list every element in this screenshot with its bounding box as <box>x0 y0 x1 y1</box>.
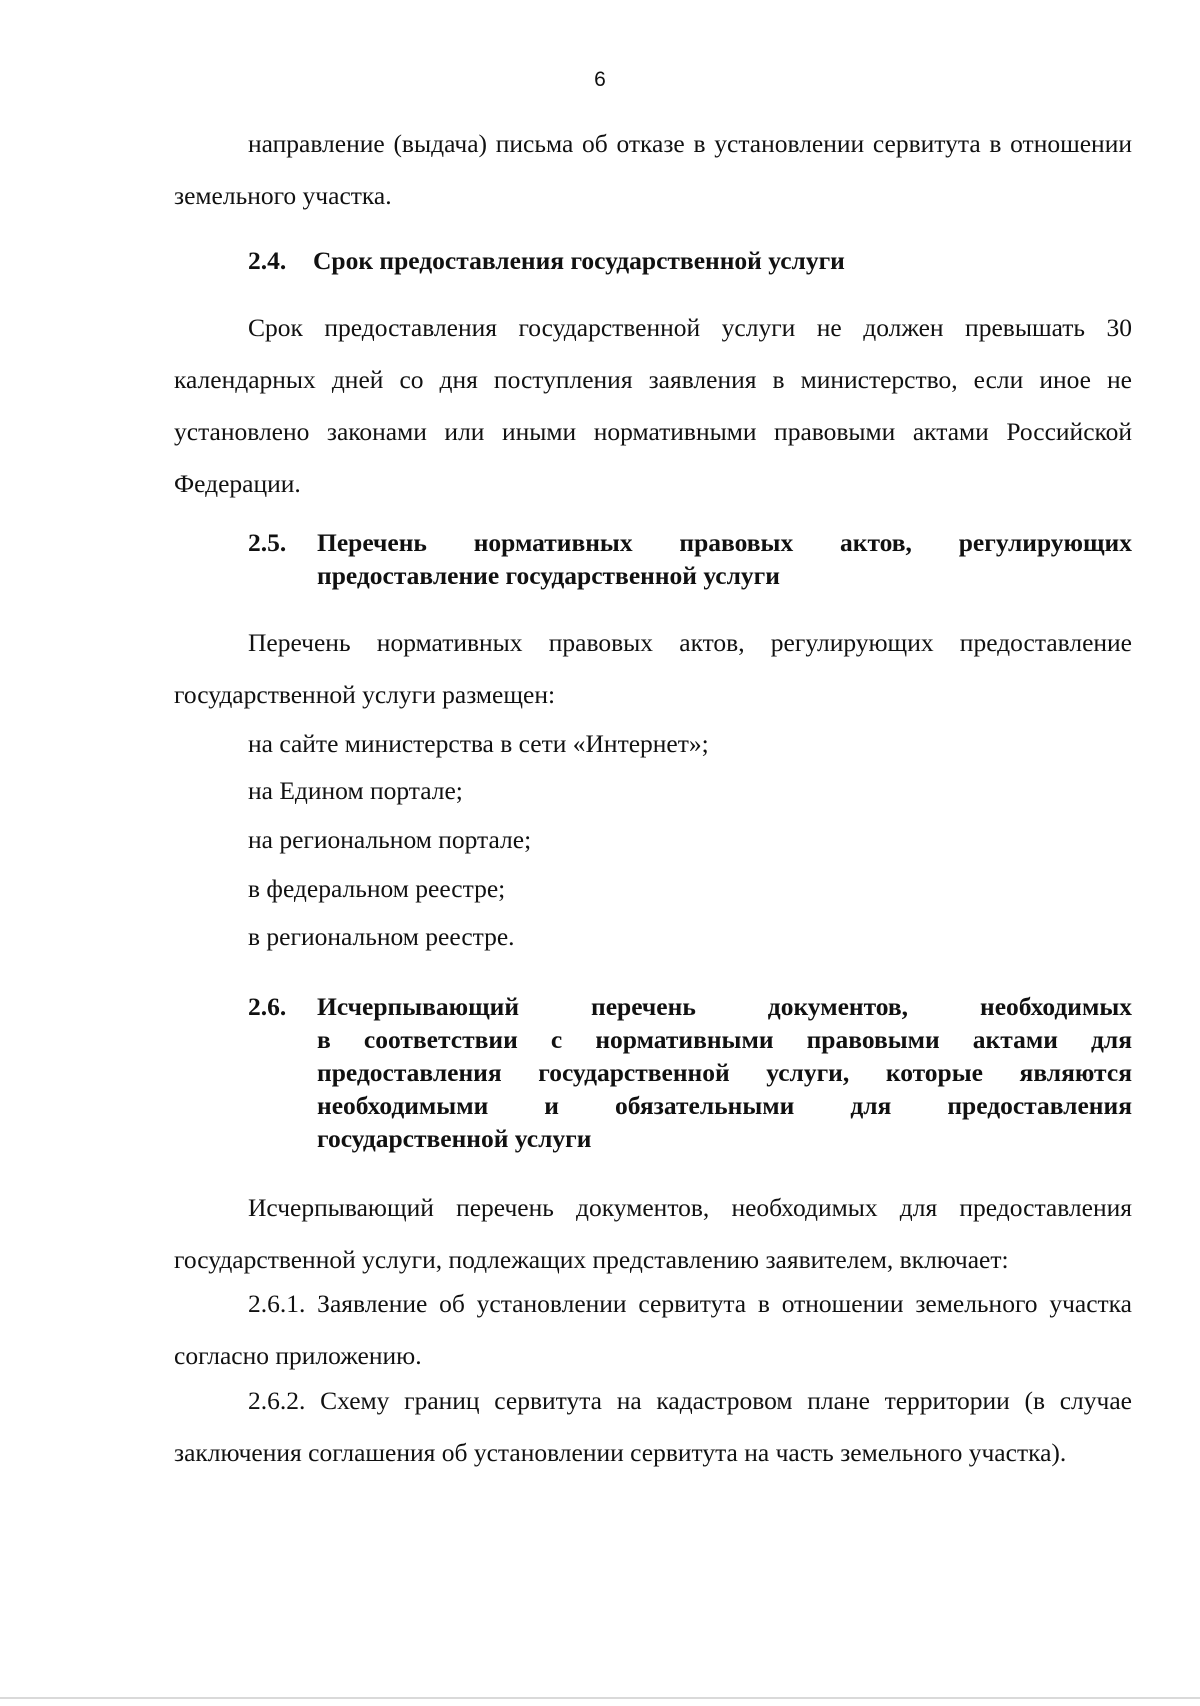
list-item: на сайте министерства в сети «Интернет»; <box>248 729 709 758</box>
item-2-6-1: 2.6.1. Заявление об установлении сервитута в отношении земельного участка согласно приложению. <box>174 1289 1132 1370</box>
section-title <box>317 990 1132 1155</box>
section-2-4-heading <box>248 246 1132 276</box>
section-title-line: в соответствии с нормативными правовыми актами для <box>317 1025 1132 1054</box>
list-item: в федеральном реестре; <box>248 874 506 903</box>
page-number: 6 <box>594 68 606 91</box>
section-number: 2.4. <box>248 246 287 275</box>
list-item: на Едином портале; <box>248 776 463 805</box>
section-title <box>317 526 1132 592</box>
section-title-line: Исчерпывающий перечень документов, необходимых <box>317 992 1132 1021</box>
section-2-6-heading <box>248 990 1132 1155</box>
section-title-line: предоставление государственной услуги <box>317 561 780 590</box>
item-2-6-2: 2.6.2. Схему границ сервитута на кадастровом плане территории (в случае заключения соглашения об установлении сервитута на часть земельного участка). <box>174 1386 1132 1467</box>
section-2-4-paragraph: Срок предоставления государственной услуги не должен превышать 30 календарных дней со дня поступления заявления в министерство, если иное не установлено законами или иными нормативными правовыми актами Российской Федерации. <box>174 313 1132 498</box>
section-title-line: государственной услуги <box>317 1124 592 1153</box>
section-2-5-paragraph: Перечень нормативных правовых актов, регулирующих предоставление государственной услуги размещен: <box>174 628 1132 709</box>
list-item: на региональном портале; <box>248 825 532 854</box>
list-item: в региональном реестре. <box>248 922 515 951</box>
section-2-5-heading <box>248 526 1132 592</box>
section-number: 2.5. <box>248 528 287 557</box>
page-edge-divider <box>0 1697 1200 1699</box>
section-title-line: предоставления государственной услуги, которые являются <box>317 1058 1132 1087</box>
section-2-6-paragraph: Исчерпывающий перечень документов, необходимых для предоставления государственной услуги, подлежащих представлению заявителем, включает: <box>174 1193 1132 1274</box>
section-number: 2.6. <box>248 992 287 1021</box>
section-title-line: необходимыми и обязательными для предоставления <box>317 1091 1132 1120</box>
intro-paragraph: направление (выдача) письма об отказе в установлении сервитута в отношении земельного участка. <box>174 129 1132 210</box>
section-title-line: Перечень нормативных правовых актов, регулирующих <box>317 528 1132 557</box>
section-title: Срок предоставления государственной услуги <box>313 246 845 275</box>
